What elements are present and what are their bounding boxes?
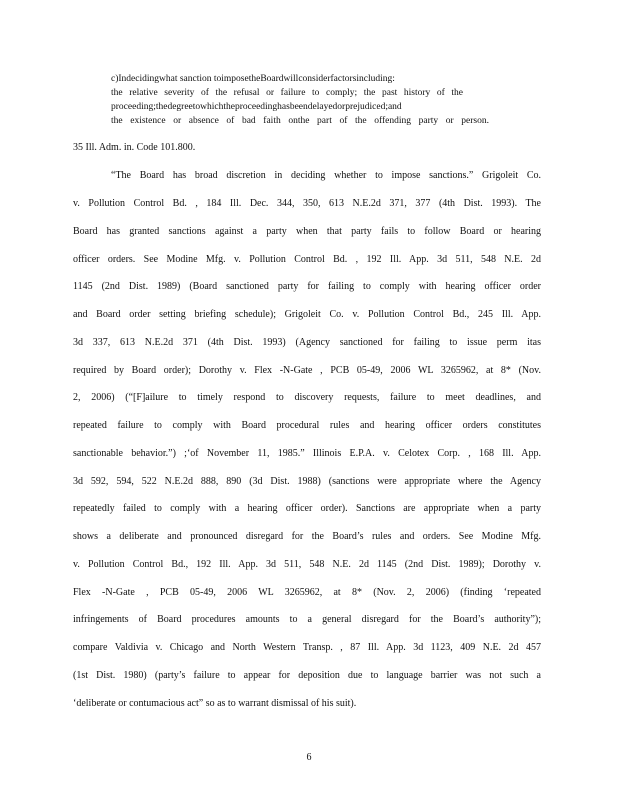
body-line: v. Pollution Control Bd. , 184 Ill. Dec. 344, 350, 613 N.E.2d 371, 377 (4th Dist. 1993). The (73, 198, 541, 209)
body-line: v. Pollution Control Bd., 192 Ill. App. 3d 511, 548 N.E. 2d 1145 (2nd Dist. 1989); Dorothy v. (73, 559, 541, 570)
body-line: and Board order setting briefing schedule); Grigoleit Co. v. Pollution Control Bd., 245 Ill. App. (73, 309, 541, 320)
body-line: Board has granted sanctions against a party when that party fails to follow Board or hearing (73, 226, 541, 237)
quote-line: the relative severity of the refusal or failure to comply; the past history of the (111, 88, 463, 98)
body-line: 2, 2006) (“[F]ailure to timely respond to discovery requests, failure to meet deadlines, and (73, 392, 541, 403)
citation: 35 Ill. Adm. in. Code 101.800. (73, 142, 196, 153)
body-line: infringements of Board procedures amounts to a general disregard for the Board’s authority”); (73, 614, 541, 625)
body-line: 1145 (2nd Dist. 1989) (Board sanctioned party for failing to comply with hearing officer order (73, 281, 541, 292)
body-line: repeated failure to comply with Board procedural rules and hearing officer orders constitutes (73, 420, 541, 431)
body-line: ‘deliberate or contumacious act” so as to warrant dismissal of his suit). (73, 698, 357, 709)
body-line: 3d 592, 594, 522 N.E.2d 888, 890 (3d Dist. 1988) (sanctions were appropriate where the Agency (73, 476, 541, 487)
body-line: Flex -N-Gate , PCB 05-49, 2006 WL 3265962, at 8* (Nov. 2, 2006) (finding ‘repeated (73, 587, 541, 598)
quote-line: proceeding;thedegreetowhichtheproceedinghasbeendelayedorprejudiced;and (111, 102, 402, 112)
body-line: shows a deliberate and pronounced disregard for the Board’s rules and orders. See Modine Mfg. (73, 531, 541, 542)
body-line: (1st Dist. 1980) (party’s failure to appear for deposition due to language barrier was not such a (73, 670, 541, 681)
body-line: “The Board has broad discretion in deciding whether to impose sanctions.” Grigoleit Co. (111, 170, 541, 181)
body-line: sanctionable behavior.”) ;‘of November 11, 1985.” Illinois E.P.A. v. Celotex Corp. , 168 Ill. App. (73, 448, 541, 459)
body-line: officer orders. See Modine Mfg. v. Pollution Control Bd. , 192 Ill. App. 3d 511, 548 N.E. 2d (73, 254, 541, 265)
body-line: compare Valdivia v. Chicago and North Western Transp. , 87 Ill. App. 3d 1123, 409 N.E. 2d 457 (73, 642, 541, 653)
body-line: required by Board order); Dorothy v. Flex -N-Gate , PCB 05-49, 2006 WL 3265962, at 8* (Nov. (73, 365, 541, 376)
quote-line: the existence or absence of bad faith onthe part of the offending party or person. (111, 116, 489, 126)
body-line: repeatedly failed to comply with a hearing officer order). Sanctions are appropriate when a party (73, 503, 541, 514)
page-number: 6 (306, 752, 312, 763)
body-line: 3d 337, 613 N.E.2d 371 (4th Dist. 1993) (Agency sanctioned for failing to issue perm itas (73, 337, 541, 348)
quote-line: c)Indecidingwhat sanction toimposetheBoardwillconsiderfactorsincluding: (111, 74, 395, 84)
